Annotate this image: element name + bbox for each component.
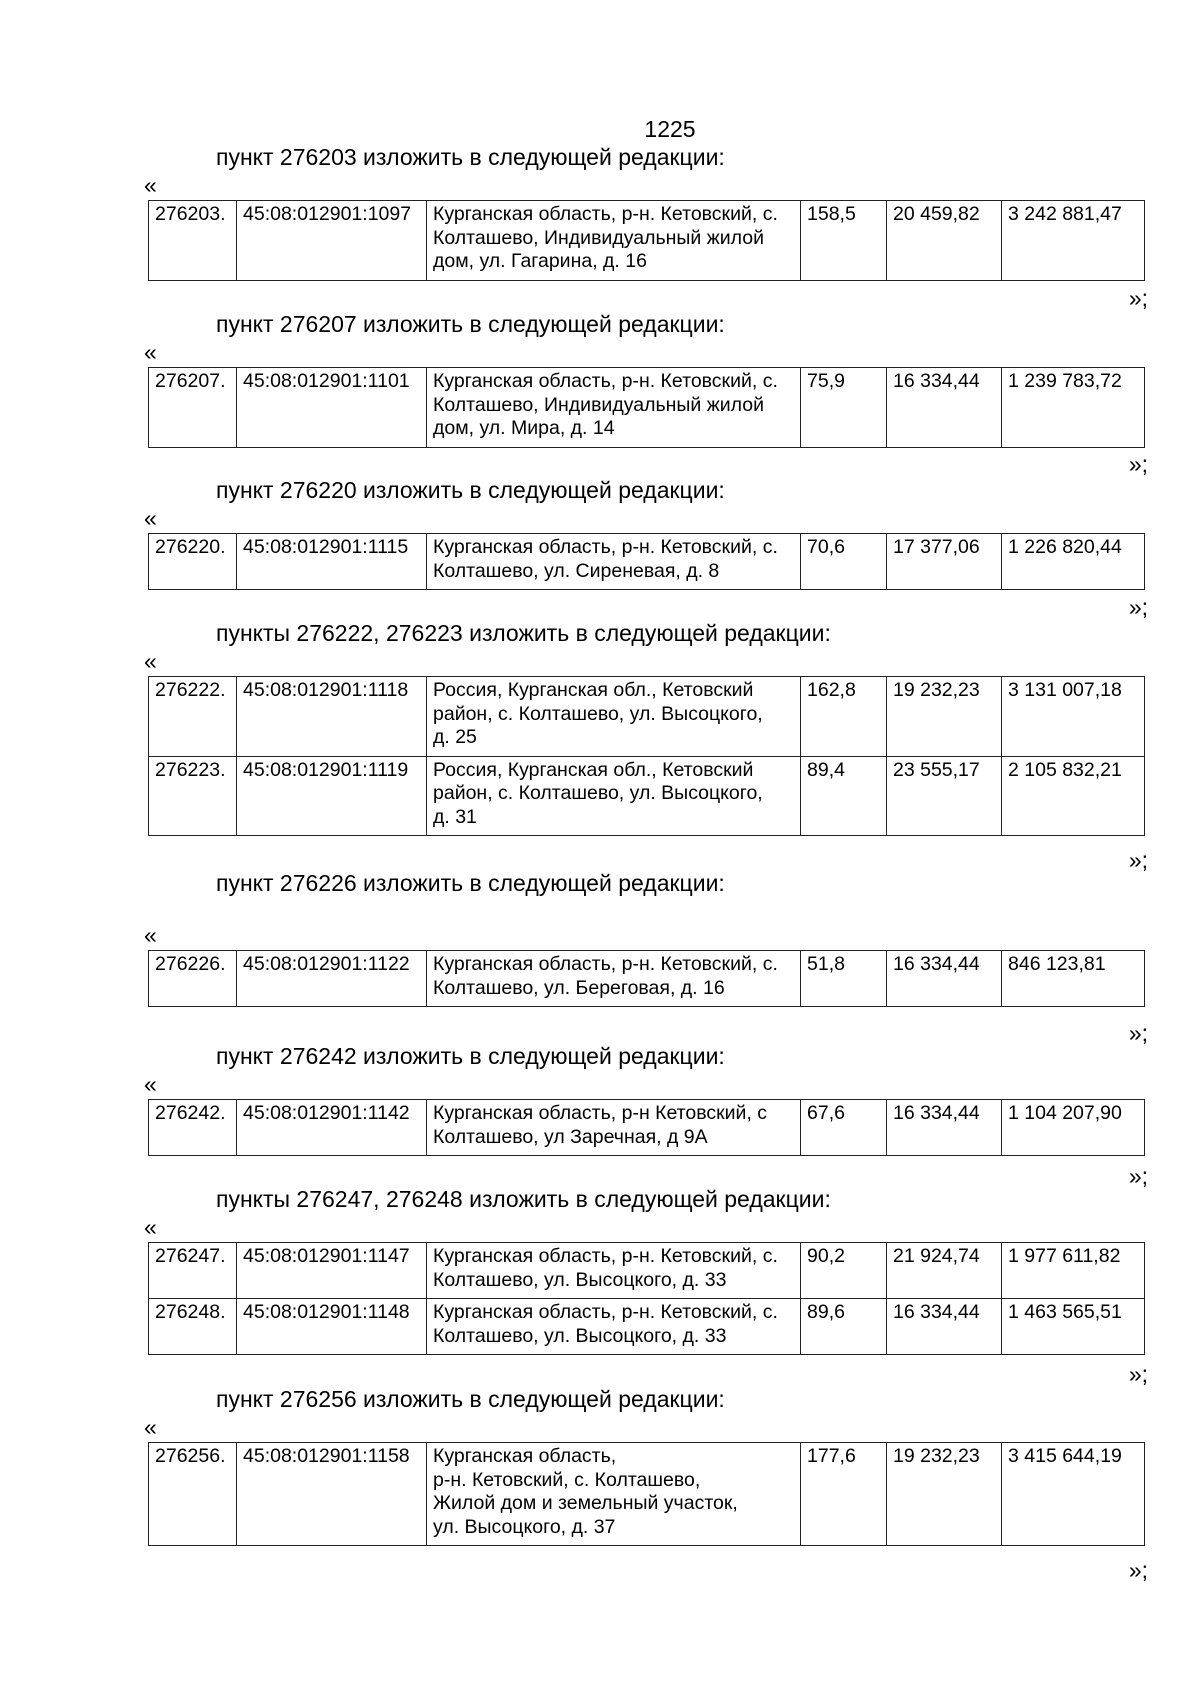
rate-cell: 19 232,23 [887, 677, 1002, 757]
cadastral-number-cell: 45:08:012901:1115 [237, 534, 427, 590]
opening-quote: « [144, 1071, 157, 1097]
address-line: д. 31 [433, 805, 477, 828]
address-line: р-н. Кетовский, с. Колташево, [433, 1468, 701, 1491]
value-cell: 846 123,81 [1002, 951, 1145, 1007]
value-cell: 1 239 783,72 [1002, 368, 1145, 448]
address-cell [427, 1243, 801, 1299]
closing-quote: »; [1128, 1020, 1148, 1046]
opening-quote: « [144, 922, 157, 948]
cadastral-number-cell: 45:08:012901:1158 [237, 1443, 427, 1546]
closing-quote: »; [1128, 451, 1148, 477]
value-cell: 3 242 881,47 [1002, 201, 1145, 281]
address-line: Курганская область, р-н. Кетовский, с. [433, 536, 778, 558]
amendment-heading: пункт 276256 изложить в следующей редакции: [216, 1386, 725, 1412]
address-cell [427, 1100, 801, 1156]
address-line: Жилой дом и земельный участок, [433, 1492, 738, 1514]
closing-quote: »; [1128, 1557, 1148, 1583]
item-number-cell: 276242. [149, 1100, 237, 1156]
area-cell: 162,8 [801, 677, 887, 757]
address-line: Курганская область, р-н. Кетовский, с. [433, 203, 778, 225]
table-row [149, 756, 1145, 836]
item-number-cell: 276248. [149, 1299, 237, 1355]
area-cell: 75,9 [801, 368, 887, 448]
amendment-heading: пункты 276222, 276223 изложить в следующей редакции: [216, 620, 831, 646]
address-line: район, с. Колташево, ул. Высоцкого, [433, 702, 763, 725]
address-line: Колташево, ул Заречная, д 9А [433, 1125, 708, 1148]
amendment-table [148, 950, 1145, 1007]
item-number-cell: 276226. [149, 951, 237, 1007]
closing-quote: »; [1128, 285, 1148, 311]
address-cell [427, 951, 801, 1007]
amendment-table [148, 367, 1145, 448]
address-line: дом, ул. Мира, д. 14 [433, 417, 615, 439]
rate-cell: 20 459,82 [887, 201, 1002, 281]
item-number-cell: 276203. [149, 201, 237, 281]
opening-quote: « [144, 505, 157, 531]
cadastral-number-cell: 45:08:012901:1118 [237, 677, 427, 757]
address-cell [427, 368, 801, 448]
table-row [149, 1299, 1145, 1355]
address-line: Россия, Курганская обл., Кетовский [433, 679, 754, 701]
rate-cell: 19 232,23 [887, 1443, 1002, 1546]
address-line: Колташево, ул. Высоцкого, д. 33 [433, 1324, 727, 1347]
amendment-table [148, 200, 1145, 281]
table-row [149, 1243, 1145, 1299]
cadastral-number-cell: 45:08:012901:1122 [237, 951, 427, 1007]
address-cell [427, 201, 801, 281]
value-cell: 1 104 207,90 [1002, 1100, 1145, 1156]
address-line: Россия, Курганская обл., Кетовский [433, 758, 754, 781]
address-line: Курганская область, р-н. Кетовский, с. [433, 1245, 778, 1267]
cadastral-number-cell: 45:08:012901:1142 [237, 1100, 427, 1156]
rate-cell: 21 924,74 [887, 1243, 1002, 1299]
value-cell: 1 226 820,44 [1002, 534, 1145, 590]
table-row [149, 951, 1145, 1007]
area-cell: 177,6 [801, 1443, 887, 1546]
table-row [149, 534, 1145, 590]
address-line: Колташево, Индивидуальный жилой [433, 393, 764, 416]
address-line: д. 25 [433, 726, 477, 748]
address-line: Колташево, Индивидуальный жилой [433, 226, 764, 249]
area-cell: 70,6 [801, 534, 887, 590]
address-cell [427, 756, 801, 836]
closing-quote: »; [1128, 1361, 1148, 1387]
cadastral-number-cell: 45:08:012901:1119 [237, 756, 427, 836]
address-line: Курганская область, р-н. Кетовский, с. [433, 953, 778, 975]
rate-cell: 16 334,44 [887, 1100, 1002, 1156]
area-cell: 89,4 [801, 756, 887, 836]
amendment-heading: пункт 276226 изложить в следующей редакции: [216, 870, 725, 896]
opening-quote: « [144, 1214, 157, 1240]
address-line: Курганская область, р-н. Кетовский, с. [433, 370, 778, 392]
value-cell: 1 463 565,51 [1002, 1299, 1145, 1355]
table-row [149, 677, 1145, 757]
area-cell: 158,5 [801, 201, 887, 281]
amendment-heading: пункты 276247, 276248 изложить в следующей редакции: [216, 1186, 831, 1212]
address-line: Курганская область, [433, 1445, 617, 1467]
address-cell [427, 1443, 801, 1546]
address-line: Колташево, ул. Высоцкого, д. 33 [433, 1268, 727, 1291]
item-number-cell: 276247. [149, 1243, 237, 1299]
value-cell: 3 415 644,19 [1002, 1443, 1145, 1546]
table-row [149, 1443, 1145, 1546]
closing-quote: »; [1128, 1163, 1148, 1189]
rate-cell: 23 555,17 [887, 756, 1002, 836]
area-cell: 90,2 [801, 1243, 887, 1299]
amendment-table [148, 1099, 1145, 1156]
cadastral-number-cell: 45:08:012901:1097 [237, 201, 427, 281]
area-cell: 51,8 [801, 951, 887, 1007]
amendment-table [148, 533, 1145, 590]
address-line: Курганская область, р-н Кетовский, с [433, 1102, 768, 1124]
rate-cell: 16 334,44 [887, 951, 1002, 1007]
opening-quote: « [144, 1414, 157, 1440]
address-cell [427, 534, 801, 590]
amendment-table [148, 1242, 1145, 1355]
rate-cell: 16 334,44 [887, 1299, 1002, 1355]
address-line: район, с. Колташево, ул. Высоцкого, [433, 782, 763, 804]
amendment-heading: пункт 276207 изложить в следующей редакции: [216, 311, 725, 337]
amendment-heading: пункт 276203 изложить в следующей редакции: [216, 144, 725, 170]
amendment-table [148, 1442, 1145, 1546]
amendment-heading: пункт 276220 изложить в следующей редакции: [216, 477, 725, 503]
address-cell [427, 1299, 801, 1355]
cadastral-number-cell: 45:08:012901:1101 [237, 368, 427, 448]
area-cell: 89,6 [801, 1299, 887, 1355]
amendment-table [148, 676, 1145, 836]
table-row [149, 201, 1145, 281]
address-line: Колташево, ул. Сиреневая, д. 8 [433, 559, 720, 582]
cadastral-number-cell: 45:08:012901:1147 [237, 1243, 427, 1299]
value-cell: 2 105 832,21 [1002, 756, 1145, 836]
cadastral-number-cell: 45:08:012901:1148 [237, 1299, 427, 1355]
value-cell: 3 131 007,18 [1002, 677, 1145, 757]
value-cell: 1 977 611,82 [1002, 1243, 1145, 1299]
opening-quote: « [144, 172, 157, 198]
item-number-cell: 276256. [149, 1443, 237, 1546]
closing-quote: »; [1128, 847, 1148, 873]
opening-quote: « [144, 648, 157, 674]
closing-quote: »; [1128, 594, 1148, 620]
table-row [149, 1100, 1145, 1156]
rate-cell: 16 334,44 [887, 368, 1002, 448]
item-number-cell: 276220. [149, 534, 237, 590]
address-line: ул. Высоцкого, д. 37 [433, 1515, 616, 1538]
address-cell [427, 677, 801, 757]
amendment-heading: пункт 276242 изложить в следующей редакции: [216, 1043, 725, 1069]
item-number-cell: 276223. [149, 756, 237, 836]
page-number: 1225 [644, 116, 696, 142]
area-cell: 67,6 [801, 1100, 887, 1156]
address-line: дом, ул. Гагарина, д. 16 [433, 250, 647, 272]
address-line: Курганская область, р-н. Кетовский, с. [433, 1301, 778, 1323]
item-number-cell: 276207. [149, 368, 237, 448]
address-line: Колташево, ул. Береговая, д. 16 [433, 976, 725, 999]
rate-cell: 17 377,06 [887, 534, 1002, 590]
item-number-cell: 276222. [149, 677, 237, 757]
table-row [149, 368, 1145, 448]
opening-quote: « [144, 339, 157, 365]
